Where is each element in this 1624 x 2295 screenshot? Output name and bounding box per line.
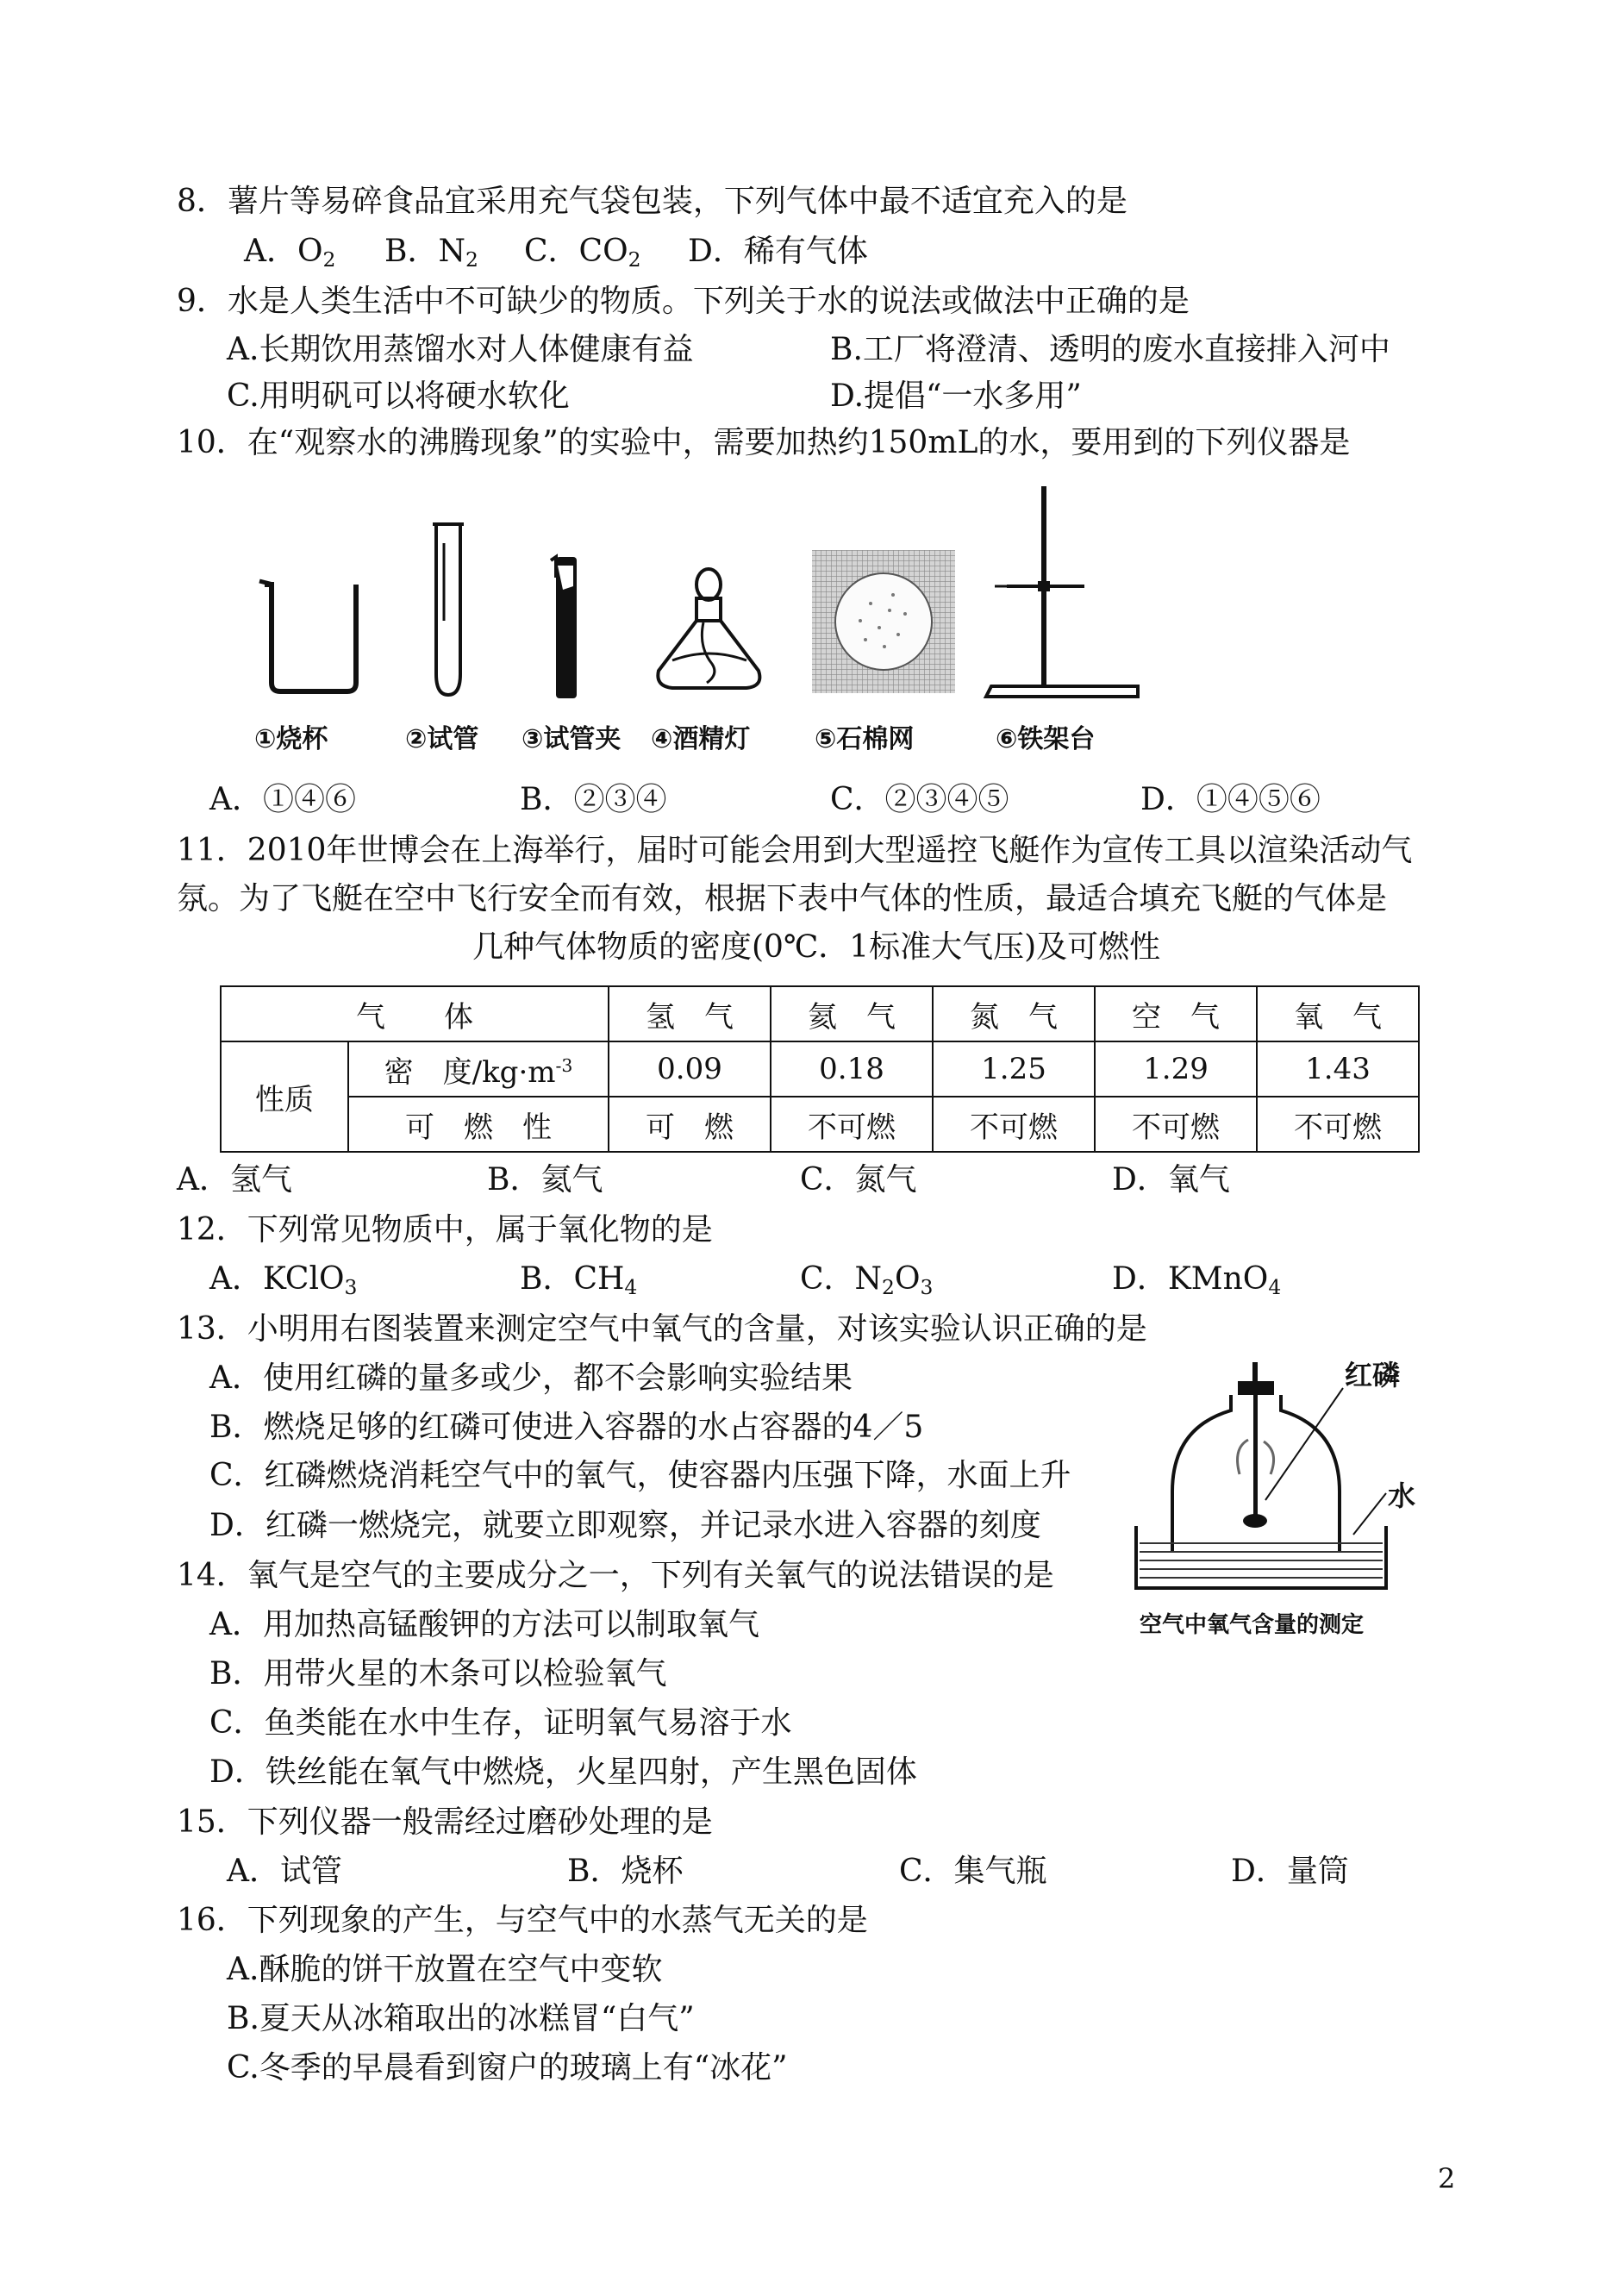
table-group-label: 性质: [221, 1041, 348, 1152]
table-density-label: 密 度$/kg\cdot m^{-3}$: [348, 1041, 609, 1097]
q14-option-d: D．铁丝能在氧气中燃烧，火星四射，产生黑色固体: [209, 1754, 917, 1790]
table-header-cell: 氮 气: [933, 986, 1095, 1041]
q11-stem-line1: 11．2010年世博会在上海举行，届时可能会用到大型遥控飞艇作为宣传工具以渲染活动气: [177, 833, 1413, 868]
q13-option-d: D．红磷一燃烧完，就要立即观察，并记录水进入容器的刻度: [209, 1508, 1041, 1543]
q16-option-a: A.酥脆的饼干放置在空气中变软: [227, 1952, 663, 1987]
q12-option-b: B．$CH_4$: [520, 1261, 638, 1299]
figure-label-water: 水: [1388, 1479, 1416, 1512]
q14-option-c: C．鱼类能在水中生存，证明氧气易溶于水: [209, 1705, 792, 1741]
q9-option-b: B.工厂将澄清、透明的废水直接排入河中: [830, 332, 1390, 367]
q14-option-a: A．用加热高锰酸钾的方法可以制取氧气: [209, 1607, 759, 1642]
q15-option-d: D．量筒: [1231, 1854, 1349, 1889]
q15-option-c: C．集气瓶: [899, 1854, 1047, 1889]
apparatus-label-1: ①烧杯: [254, 724, 328, 754]
q9-option-d: D.提倡“一水多用”: [830, 378, 1082, 414]
q15-stem: 15．下列仪器一般需经过磨砂处理的是: [177, 1804, 713, 1840]
q11-option-b: B．氦气: [487, 1162, 603, 1198]
oxygen-measurement-figure: [1127, 1345, 1442, 1638]
beaker-icon: [254, 483, 366, 707]
q11-option-d: D．氧气: [1112, 1162, 1230, 1198]
q13-option-b: B．燃烧足够的红磷可使进入容器的水占容器的4／5: [209, 1410, 924, 1445]
q10-option-b: B．②③④: [520, 782, 667, 817]
q15-option-a: A．试管: [227, 1854, 342, 1889]
q12-option-d: D．KMnO$_4$: [1112, 1261, 1282, 1299]
table-cell: 1.25: [933, 1041, 1095, 1097]
q11-option-c: C．氮气: [800, 1162, 917, 1198]
apparatus-label-3: ③试管夹: [522, 724, 621, 754]
table-header-gas: 气 体: [221, 986, 609, 1041]
q11-option-a: A．氢气: [177, 1162, 292, 1198]
q9-option-a: A.长期饮用蒸馏水对人体健康有益: [227, 332, 694, 367]
q12-option-a: A．KClO$_3$: [209, 1261, 358, 1299]
table-cell: 不可燃: [1257, 1097, 1419, 1152]
page-number: 2: [1438, 2162, 1456, 2195]
apparatus-label-2: ②试管: [405, 724, 479, 754]
table-cell: 1.29: [1095, 1041, 1257, 1097]
q13-option-a: A．使用红磷的量多或少，都不会影响实验结果: [209, 1360, 853, 1396]
table-header-cell: 氦 气: [771, 986, 933, 1041]
table-row: [221, 1041, 1419, 1097]
table-cell: 0.09: [609, 1041, 771, 1097]
test-tube-icon: [422, 483, 474, 707]
gas-properties-table: [220, 985, 1420, 1153]
q10-option-d: D．①④⑤⑥: [1140, 782, 1321, 817]
q16-option-c: C.冬季的早晨看到窗户的玻璃上有“冰花”: [227, 2050, 788, 2086]
q10-stem: 10．在“观察水的沸腾现象”的实验中，需要加热约150mL的水，要用到的下列仪器是: [177, 425, 1351, 460]
test-tube-holder-icon: [539, 483, 590, 707]
apparatus-figure: [246, 483, 1151, 763]
alcohol-lamp-icon: [646, 483, 776, 707]
q8-option-c: C．$CO_2$: [524, 234, 641, 272]
table-header-cell: 空 气: [1095, 986, 1257, 1041]
q8-option-d: D．稀有气体: [688, 234, 868, 269]
q9-stem: 9．水是人类生活中不可缺少的物质。下列关于水的说法或做法中正确的是: [177, 284, 1190, 319]
q8-option-a: A．$O_2$: [244, 234, 336, 272]
table-row: [221, 986, 1419, 1041]
apparatus-label-4: ④酒精灯: [651, 724, 751, 754]
q12-stem: 12．下列常见物质中，属于氧化物的是: [177, 1212, 713, 1248]
q8-option-b: B．$N_2$: [384, 234, 478, 272]
q14-option-b: B．用带火星的木条可以检验氧气: [209, 1656, 667, 1692]
table-cell: 不可燃: [771, 1097, 933, 1152]
table-row: [221, 1097, 1419, 1152]
q15-option-b: B．烧杯: [567, 1854, 684, 1889]
q14-stem: 14．氧气是空气的主要成分之一，下列有关氧气的说法错误的是: [177, 1558, 1054, 1593]
q16-option-b: B.夏天从冰箱取出的冰糕冒“白气”: [227, 2001, 695, 2036]
asbestos-gauze-icon: [810, 483, 957, 707]
iron-stand-icon: [983, 483, 1142, 707]
q11-table-title: 几种气体物质的密度(0℃．1标准大气压)及可燃性: [472, 929, 1161, 965]
q8-stem: 8．薯片等易碎食品宜采用充气袋包装，下列气体中最不适宜充入的是: [177, 184, 1127, 219]
table-header-cell: 氧 气: [1257, 986, 1419, 1041]
table-cell: 不可燃: [933, 1097, 1095, 1152]
table-cell: 1.43: [1257, 1041, 1419, 1097]
table-cell: 0.18: [771, 1041, 933, 1097]
table-flammability-label: 可 燃 性: [348, 1097, 609, 1152]
table-cell: 不可燃: [1095, 1097, 1257, 1152]
q16-stem: 16．下列现象的产生，与空气中的水蒸气无关的是: [177, 1903, 868, 1938]
figure-caption: 空气中氧气含量的测定: [1140, 1612, 1365, 1638]
apparatus-label-5: ⑤石棉网: [815, 724, 915, 754]
q11-stem-line2: 氛。为了飞艇在空中飞行安全而有效，根据下表中气体的性质，最适合填充飞艇的气体是: [177, 881, 1388, 916]
q12-option-c: C．$N_2O_3$: [800, 1261, 934, 1299]
q13-option-c: C．红磷燃烧消耗空气中的氧气，使容器内压强下降，水面上升: [209, 1458, 1071, 1493]
table-header-cell: 氢 气: [609, 986, 771, 1041]
table-cell: 可 燃: [609, 1097, 771, 1152]
apparatus-label-6: ⑥铁架台: [996, 724, 1096, 754]
q10-option-c: C．②③④⑤: [830, 782, 1009, 817]
q13-stem: 13．小明用右图装置来测定空气中氧气的含量，对该实验认识正确的是: [177, 1311, 1147, 1347]
q10-option-a: A．①④⑥: [209, 782, 356, 817]
figure-label-phosphorus: 红磷: [1345, 1359, 1401, 1391]
q9-option-c: C.用明矾可以将硬水软化: [227, 378, 570, 414]
